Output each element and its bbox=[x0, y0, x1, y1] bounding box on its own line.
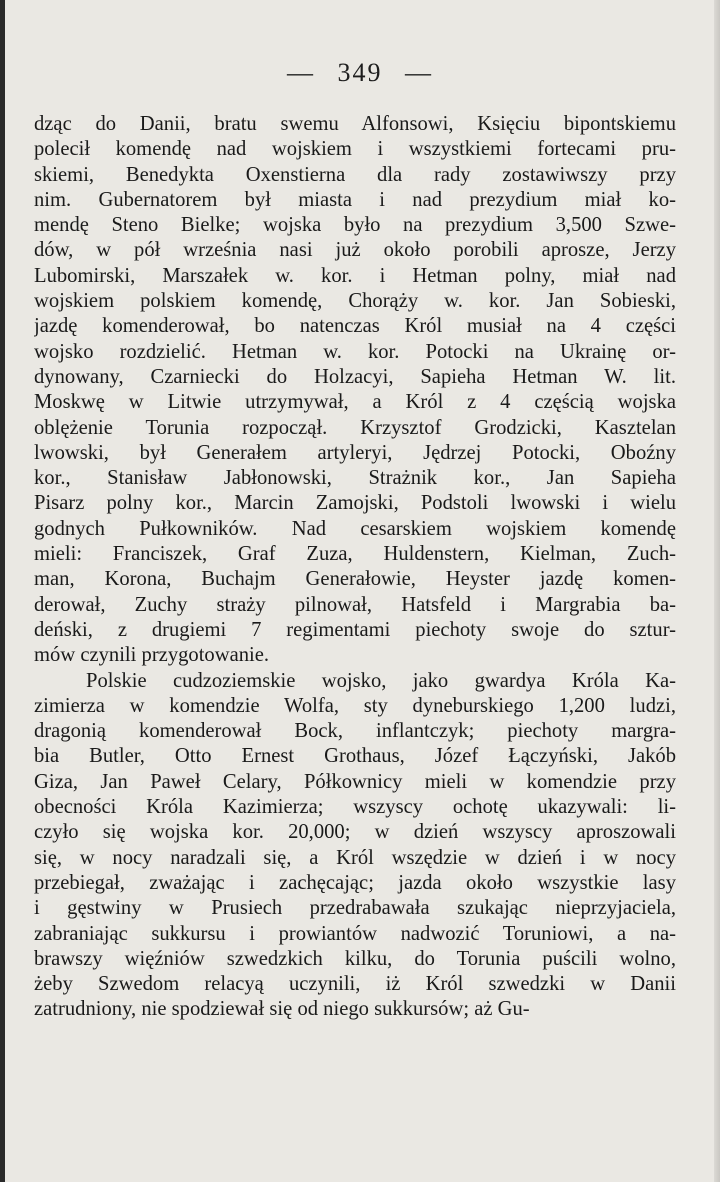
paragraph bbox=[34, 112, 676, 669]
text-line: żeby Szwedom relacyą uczynili, iż Król szwedzki w Danii bbox=[34, 973, 676, 996]
text-line: jazdę komenderował, bo natenczas Król musiał na 4 części bbox=[34, 315, 676, 338]
text-line: wojsko rozdzielić. Hetman w. kor. Potocki na Ukrainę or- bbox=[34, 340, 676, 363]
text-line: i gęstwiny w Prusiech przedrabawała szukając nieprzyjaciela, bbox=[34, 897, 676, 920]
text-line: mów czynili przygotowanie. bbox=[34, 644, 270, 667]
text-line: dragonią komenderował Bock, inflantczyk; piechoty margra- bbox=[34, 720, 676, 743]
text-line: mieli: Franciszek, Graf Zuza, Huldenstern, Kielman, Zuch- bbox=[34, 543, 676, 566]
text-line: dząc do Danii, bratu swemu Alfonsowi, Księciu bipontskiemu bbox=[34, 113, 676, 135]
text-line: się, w nocy naradzali się, a Król wszędzie w dzień i w nocy bbox=[34, 846, 676, 869]
text-line: zimierza w komendzie Wolfa, sty dyneburskiego 1,200 ludzi, bbox=[34, 694, 676, 717]
text-line: man, Korona, Buchajm Generałowie, Heyster jazdę komen- bbox=[34, 568, 676, 591]
text-line: derował, Zuchy straży pilnował, Hatsfeld i Margrabia ba- bbox=[34, 593, 676, 616]
text-line: zabraniając sukkursu i prowiantów nadwozić Toruniowi, a na- bbox=[34, 922, 676, 945]
text-line: bia Butler, Otto Ernest Grothaus, Józef Łączyński, Jakób bbox=[34, 745, 676, 768]
text-line: dów, w pół września nasi już około porobili aprosze, Jerzy bbox=[34, 239, 676, 262]
text-line: zatrudniony, nie spodziewał się od niego sukkursów; aż Gu- bbox=[34, 998, 530, 1021]
text-line: Lubomirski, Marszałek w. kor. i Hetman polny, miał nad bbox=[34, 264, 676, 287]
text-line: Pisarz polny kor., Marcin Zamojski, Podstoli lwowski i wielu bbox=[34, 492, 676, 515]
text-line: brawszy więźniów szwedzkich kilku, do Torunia puścili wolno, bbox=[34, 947, 676, 970]
page-right-edge bbox=[714, 0, 720, 1182]
text-line: oblężenie Torunia rozpoczął. Krzysztof Grodzicki, Kasztelan bbox=[34, 416, 676, 439]
text-line: polecił komendę nad wojskiem i wszystkiemi fortecami pru- bbox=[34, 138, 676, 161]
header-dash-right: — bbox=[405, 58, 433, 87]
text-line: mendę Steno Bielke; wojska było na prezydium 3,500 Szwe- bbox=[34, 214, 676, 237]
text-line: lwowski, był Generałem artyleryi, Jędrzej Potocki, Oboźny bbox=[34, 441, 676, 464]
text-line: wojskiem polskiem komendę, Chorąży w. kor. Jan Sobieski, bbox=[34, 290, 676, 313]
page-number: 349 bbox=[337, 58, 383, 87]
text-line: skiemi, Benedykta Oxenstierna dla rady zostawiwszy przy bbox=[34, 163, 676, 186]
text-line: obecności Króla Kazimierza; wszyscy ochotę ukazywali: li- bbox=[34, 796, 676, 819]
text-line: Moskwę w Litwie utrzymywał, a Król z 4 częścią wojska bbox=[34, 391, 676, 414]
text-line: nim. Gubernatorem był miasta i nad prezydium miał ko- bbox=[34, 188, 676, 211]
text-line: przebiegał, zważając i zachęcając; jazda około wszystkie lasy bbox=[34, 871, 676, 894]
page-header bbox=[0, 58, 720, 88]
text-line: godnych Pułkowników. Nad cesarskiem wojskiem komendę bbox=[34, 517, 676, 540]
text-line: deński, z drugiemi 7 regimentami piechoty swoje do sztur- bbox=[34, 618, 676, 641]
text-line: kor., Stanisław Jabłonowski, Strażnik kor., Jan Sapieha bbox=[34, 467, 676, 490]
text-line: Polskie cudzoziemskie wojsko, jako gwardya Króla Ka- bbox=[86, 669, 676, 692]
text-line: dynowany, Czarniecki do Holzacyi, Sapieha Hetman W. lit. bbox=[34, 365, 676, 388]
page-binding-edge bbox=[0, 0, 5, 1182]
text-line: Giza, Jan Paweł Celary, Półkownicy mieli w komendzie przy bbox=[34, 770, 676, 793]
paragraph bbox=[34, 669, 676, 1023]
text-line: czyło się wojska kor. 20,000; w dzień wszyscy aproszowali bbox=[34, 821, 676, 844]
header-dash-left: — bbox=[287, 58, 315, 87]
page-body-text bbox=[34, 112, 676, 1023]
